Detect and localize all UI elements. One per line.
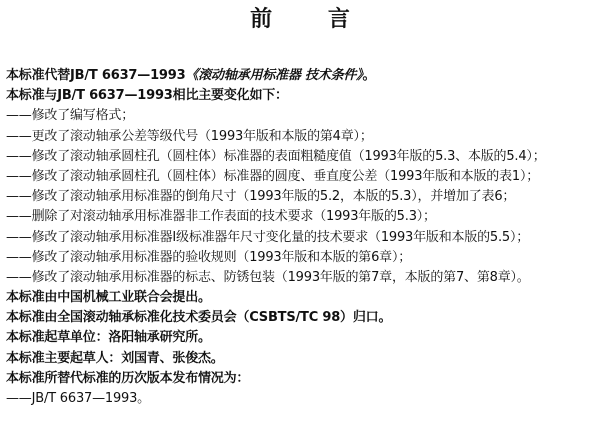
page-title: 前 言 [250, 7, 374, 32]
paragraph-replaces [6, 66, 596, 86]
paragraph-committee: 本标准由全国滚动轴承标准化技术委员会（CSBTS/TC 98）归口。 [6, 310, 392, 326]
paragraph-drafting-unit: 本标准起草单位：洛阳轴承研究所。 [6, 330, 211, 346]
foreword-body [6, 66, 596, 409]
history-item: ——JB/T 6637—1993。 [6, 391, 150, 406]
paragraph-history-intro: 本标准所替代标准的历次版本发布情况为： [6, 370, 250, 386]
change-item: ——修改了滚动轴承用标准器的倒角尺寸（1993年版的5.2，本版的5.3），并增加了表6； [6, 189, 516, 205]
replaces-text: 本标准代替JB/T 6637—1993 [6, 68, 186, 83]
change-item: ——修改了滚动轴承用标准器的验收规则（1993年版和本版的第6章）； [6, 249, 412, 265]
paragraph-changes-intro: 本标准与JB/T 6637—1993相比主要变化如下： [6, 88, 288, 104]
change-item: ——修改了滚动轴承用标准器的标志、防锈包装（1993年版的第7章，本版的第7、第8章）。 [6, 269, 530, 285]
replaces-period: 。 [362, 68, 376, 83]
replaced-standard-title: 《滚动轴承用标准器 技术条件》 [185, 68, 363, 83]
change-item: ——修改了滚动轴承圆柱孔（圆柱体）标准器的圆度、垂直度公差（1993年版和本版的表1）； [6, 168, 540, 184]
change-item: ——更改了滚动轴承公差等级代号（1993年版和本版的第4章）； [6, 128, 373, 144]
change-item: ——修改了编写格式； [6, 108, 135, 124]
change-item: ——修改了滚动轴承圆柱孔（圆柱体）标准器的表面粗糙度值（1993年版的5.3、本版的5.4）； [6, 148, 546, 164]
paragraph-drafters: 本标准主要起草人：刘国青、张俊杰。 [6, 350, 224, 366]
paragraph-proposer: 本标准由中国机械工业联合会提出。 [6, 290, 211, 306]
change-item: ——删除了对滚动轴承用标准器非工作表面的技术要求（1993年版的5.3）； [6, 209, 436, 225]
change-item: ——修改了滚动轴承用标准器Ⅰ级标准器年尺寸变化量的技术要求（1993年版和本版的5.5）； [6, 229, 530, 245]
